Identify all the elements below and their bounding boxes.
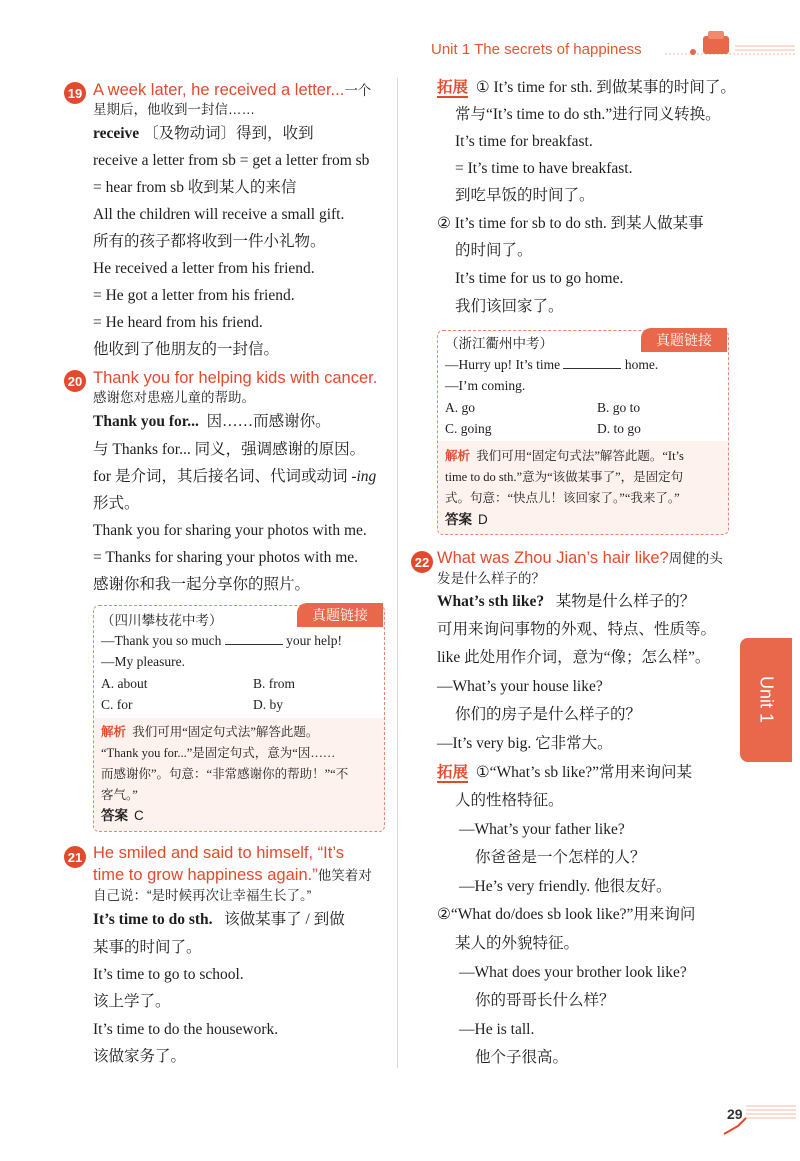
section-19-title: A week later, he received a letter...一个 bbox=[93, 81, 372, 99]
exam-link-tag: 真题链接 bbox=[297, 603, 383, 627]
example-sentence: It’s time to do the housework. bbox=[93, 1021, 279, 1038]
section-number-badge: 21 bbox=[64, 846, 86, 868]
translation: 你们的房子是什么样子的？ bbox=[455, 706, 642, 723]
example-sentence: It’s time to go to school. bbox=[93, 966, 244, 983]
translation: 感谢你和我一起分享你的照片。 bbox=[93, 576, 311, 593]
translation: 所有的孩子都将收到一件小礼物。 bbox=[93, 233, 326, 250]
exam-question: —Thank you so much your help! bbox=[101, 633, 342, 648]
exam-link-tag: 真题链接 bbox=[641, 328, 727, 352]
option-a: A. go bbox=[445, 400, 475, 415]
keyword-line: receive 〔及物动词〕得到，收到 bbox=[93, 125, 314, 142]
translation: 到吃早饭的时间了。 bbox=[455, 187, 595, 204]
keyword-line: It’s time to do sth. 该做某事了 / 到做 bbox=[93, 911, 345, 928]
option-c: C. going bbox=[445, 421, 492, 436]
translation: 他个子很高。 bbox=[475, 1049, 569, 1066]
unit-side-tab bbox=[740, 638, 792, 762]
section-number-badge: 19 bbox=[64, 82, 86, 104]
answer-line: 答案 C bbox=[101, 808, 144, 823]
translation: 你爸爸是一个怎样的人？ bbox=[475, 849, 646, 866]
text-line: 可用来询问事物的外观、特点、性质等。 bbox=[437, 621, 717, 638]
text-line: 形式。 bbox=[93, 495, 140, 512]
example-sentence: —What’s your father like? bbox=[459, 821, 625, 838]
example-sentence: = Thanks for sharing your photos with me. bbox=[93, 549, 359, 566]
header-decoration-icon bbox=[665, 28, 795, 64]
example-sentence: —He’s very friendly. 他很友好。 bbox=[459, 878, 672, 895]
section-20-subtitle: 感谢您对患癌儿童的帮助。 bbox=[93, 390, 255, 405]
example-sentence: —What does your brother look like? bbox=[459, 964, 687, 981]
explanation-line: 客气。” bbox=[101, 788, 138, 802]
answer-blank bbox=[563, 356, 621, 369]
option-b: B. from bbox=[253, 676, 295, 691]
keyword-line: What’s sth like? 某物是什么样子的？ bbox=[437, 593, 696, 610]
option-d: D. by bbox=[253, 697, 283, 712]
explanation-line: 式。句意：“快点儿！该回家了。”“我来了。” bbox=[445, 491, 680, 505]
translation: 我们该回家了。 bbox=[455, 298, 564, 315]
example-sentence: All the children will receive a small gift. bbox=[93, 206, 345, 223]
keyword-line: Thank you for... 因……而感谢你。 bbox=[93, 413, 331, 430]
section-19-subtitle: 星期后，他收到一封信…… bbox=[93, 102, 255, 117]
option-d: D. to go bbox=[597, 421, 641, 436]
section-22-title: What was Zhou Jian’s hair like?周健的头 bbox=[437, 549, 723, 567]
page-number: 29 bbox=[727, 1106, 743, 1122]
option-c: C. for bbox=[101, 697, 133, 712]
text-line: ② It’s time for sb to do sth. 到某人做某事 bbox=[437, 215, 704, 232]
text-line: 常与“It’s time to do sth.”进行同义转换。 bbox=[455, 106, 721, 123]
exam-source: （四川攀枝花中考） bbox=[101, 613, 223, 628]
explanation-line: 解析 我们可用“固定句式法”解答此题。“It’s bbox=[445, 449, 684, 463]
translation: 他收到了他朋友的一封信。 bbox=[93, 341, 280, 358]
example-sentence: He received a letter from his friend. bbox=[93, 260, 315, 277]
section-21-title: He smiled and said to himself, “It’s bbox=[93, 844, 344, 862]
text-line: receive a letter from sb = get a letter from sb bbox=[93, 152, 370, 169]
option-b: B. go to bbox=[597, 400, 641, 415]
section-21-title-line2: time to grow happiness again.”他笑着对 bbox=[93, 866, 372, 884]
text-line: ②“What do/does sb look like?”用来询问 bbox=[437, 906, 696, 923]
example-sentence: = It’s time to have breakfast. bbox=[455, 160, 633, 177]
example-sentence: —He is tall. bbox=[459, 1021, 535, 1038]
example-sentence: —It’s very big. 它非常大。 bbox=[437, 735, 613, 752]
unit-side-tab-label: Unit 1 bbox=[756, 676, 777, 724]
explanation-line: time to do sth.”意为“该做某事了”，是固定句 bbox=[445, 470, 684, 484]
option-a: A. about bbox=[101, 676, 148, 691]
section-22-subtitle: 发是什么样子的？ bbox=[437, 571, 545, 586]
text-line: 某事的时间了。 bbox=[93, 939, 202, 956]
section-number-badge: 20 bbox=[64, 370, 86, 392]
explanation-line: “Thank you for...”是固定句式，意为“因…… bbox=[101, 746, 336, 760]
example-sentence: It’s time for breakfast. bbox=[455, 133, 593, 150]
explanation-line: 解析 我们可用“固定句式法”解答此题。 bbox=[101, 725, 319, 739]
extension-line: 拓展 ① It’s time for sth. 到做某事的时间了。 bbox=[437, 79, 736, 96]
text-line: 的时间了。 bbox=[455, 242, 533, 259]
exam-source: （浙江衢州中考） bbox=[445, 336, 553, 351]
section-20-title: Thank you for helping kids with cancer. bbox=[93, 369, 378, 387]
text-line: for 是介词，其后接名词、代词或动词 -ing bbox=[93, 468, 377, 485]
header-unit-title: Unit 1 The secrets of happiness bbox=[431, 41, 642, 58]
example-sentence: —What’s your house like? bbox=[437, 678, 603, 695]
explanation-line: 而感谢你”。句意：“非常感谢你的帮助！”“不 bbox=[101, 767, 349, 781]
extension-line: 拓展 ①“What’s sb like?”常用来询问某 bbox=[437, 764, 692, 781]
answer-line: 答案 D bbox=[445, 512, 488, 527]
example-sentence: = He got a letter from his friend. bbox=[93, 287, 295, 304]
section-21-subtitle: 自己说：“是时候再次让幸福生长了。” bbox=[93, 888, 312, 903]
exam-question: —Hurry up! It’s time home. bbox=[445, 357, 659, 372]
text-line: 与 Thanks for... 同义，强调感谢的原因。 bbox=[93, 441, 366, 458]
exam-question: —My pleasure. bbox=[101, 654, 185, 669]
example-sentence: = He heard from his friend. bbox=[93, 314, 263, 331]
text-line: 人的性格特征。 bbox=[455, 792, 564, 809]
example-sentence: Thank you for sharing your photos with me. bbox=[93, 522, 367, 539]
text-line: 某人的外貌特征。 bbox=[455, 935, 580, 952]
exam-question: —I’m coming. bbox=[445, 378, 526, 393]
translation: 你的哥哥长什么样？ bbox=[475, 992, 615, 1009]
section-number-badge: 22 bbox=[411, 551, 433, 573]
example-sentence: It’s time for us to go home. bbox=[455, 270, 624, 287]
column-divider bbox=[397, 78, 398, 1068]
text-line: like 此处用作介词，意为“像；怎么样”。 bbox=[437, 649, 711, 666]
translation: 该做家务了。 bbox=[93, 1048, 187, 1065]
answer-blank bbox=[225, 632, 283, 645]
text-line: = hear from sb 收到某人的来信 bbox=[93, 179, 297, 196]
translation: 该上学了。 bbox=[93, 993, 171, 1010]
